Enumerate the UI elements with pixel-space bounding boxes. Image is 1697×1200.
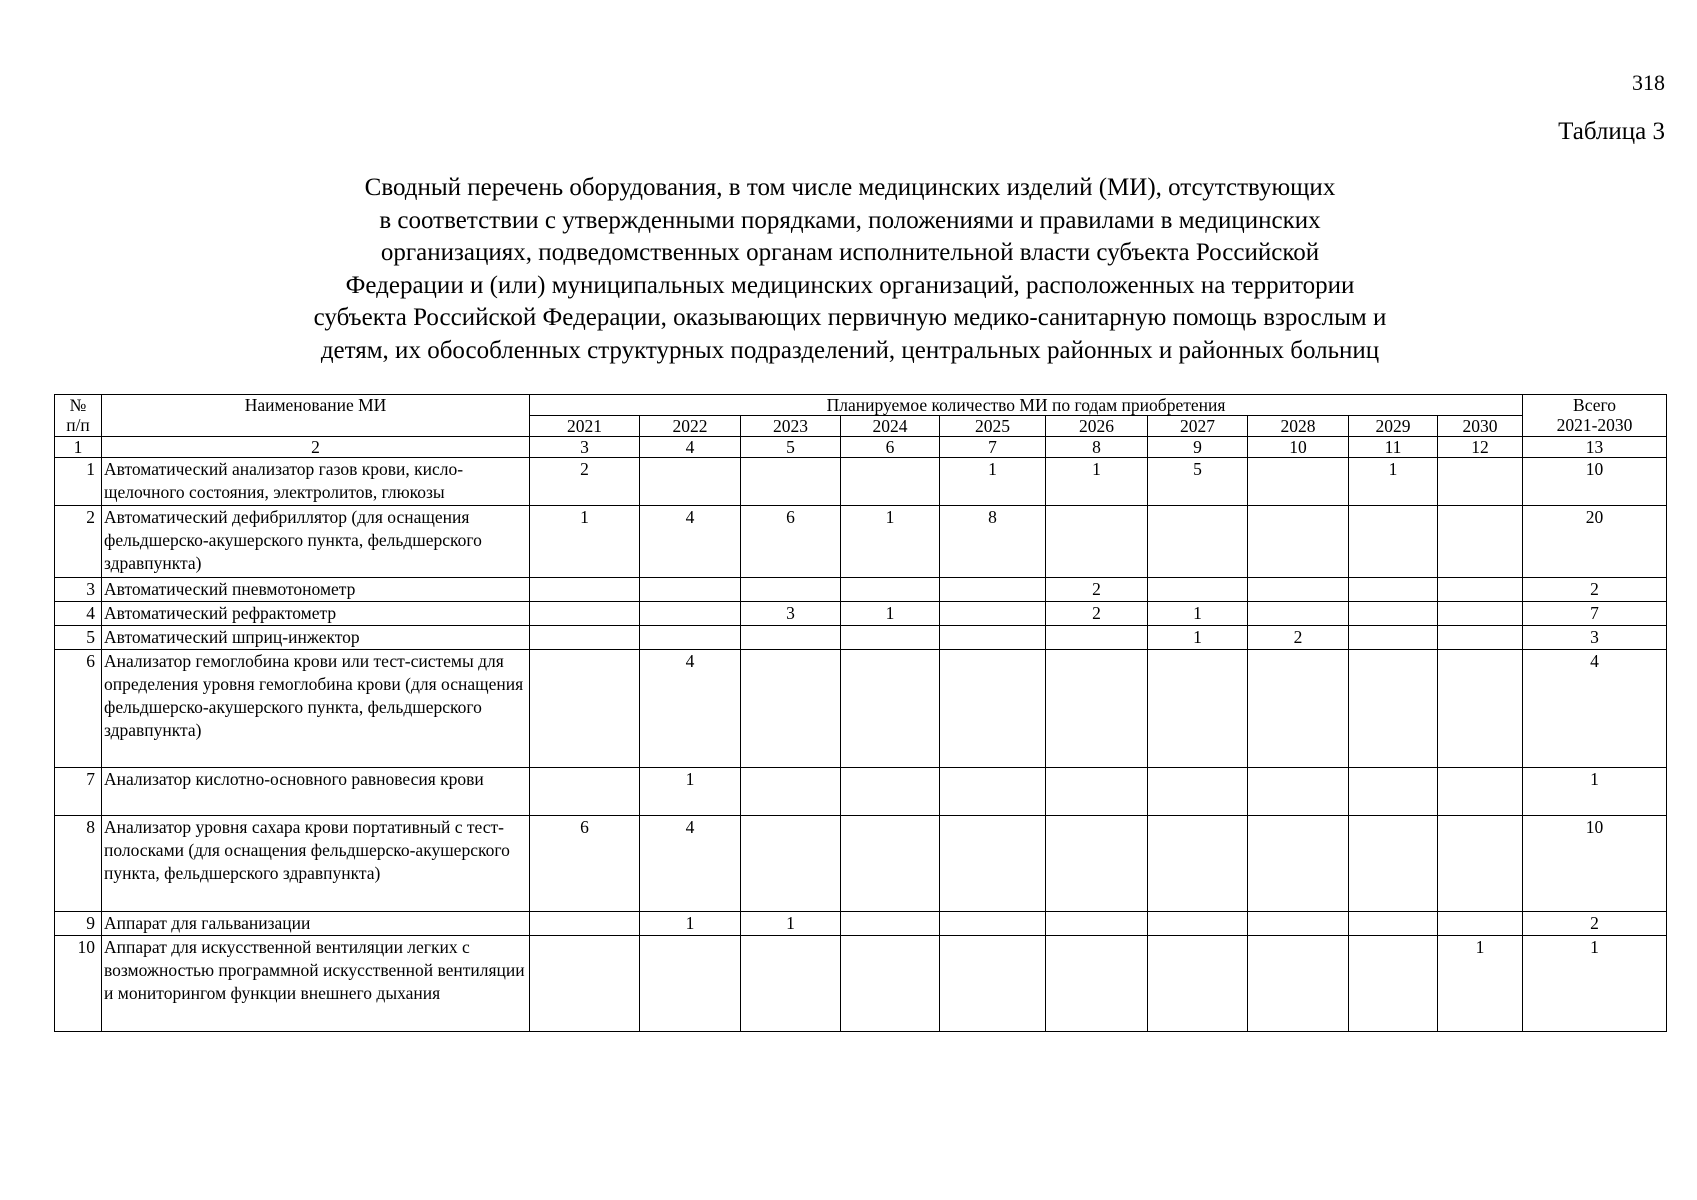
year-value [1148, 578, 1248, 602]
year-value [530, 912, 640, 936]
year-value [1349, 816, 1438, 912]
year-value [640, 602, 741, 626]
row-number: 4 [55, 602, 102, 626]
column-number: 12 [1438, 437, 1523, 458]
year-value [1349, 602, 1438, 626]
year-value [530, 626, 640, 650]
header-year: 2027 [1148, 416, 1248, 437]
year-value: 1 [1148, 626, 1248, 650]
year-value [1248, 936, 1349, 1032]
title-line: в соответствии с утвержденными порядками, положениями и правилами в медицинских [379, 206, 1321, 234]
year-value [841, 816, 940, 912]
year-value [741, 458, 841, 506]
row-number: 9 [55, 912, 102, 936]
header-total [1523, 395, 1667, 437]
year-value [530, 936, 640, 1032]
year-value: 5 [1148, 458, 1248, 506]
year-value [940, 602, 1046, 626]
header-no-line1: № [69, 395, 87, 415]
table-row [55, 912, 1667, 936]
item-name: Автоматический анализатор газов крови, кисло-щелочного состояния, электролитов, глюкозы [102, 458, 530, 506]
year-value: 1 [940, 458, 1046, 506]
header-year: 2028 [1248, 416, 1349, 437]
year-value: 4 [640, 816, 741, 912]
column-number: 1 [55, 437, 102, 458]
year-value [1046, 816, 1148, 912]
year-value [1046, 912, 1148, 936]
year-value: 1 [640, 912, 741, 936]
total-value: 20 [1523, 506, 1667, 578]
table-row [55, 936, 1667, 1032]
year-value [741, 768, 841, 816]
item-name: Автоматический шприц-инжектор [102, 626, 530, 650]
year-value [1046, 936, 1148, 1032]
row-number: 8 [55, 816, 102, 912]
year-value [940, 816, 1046, 912]
year-value [1148, 768, 1248, 816]
year-value [940, 768, 1046, 816]
year-value [1349, 578, 1438, 602]
year-value: 3 [741, 602, 841, 626]
year-value [640, 578, 741, 602]
row-number: 5 [55, 626, 102, 650]
header-total-line1: Всего [1573, 395, 1616, 415]
title-line: детям, их обособленных структурных подразделений, центральных районных и районных больниц [320, 336, 1380, 364]
column-number: 5 [741, 437, 841, 458]
year-value [1046, 506, 1148, 578]
table-row [55, 768, 1667, 816]
year-value [1248, 816, 1349, 912]
total-value: 10 [1523, 458, 1667, 506]
item-name: Автоматический пневмотонометр [102, 578, 530, 602]
title-line: Федерации и (или) муниципальных медицинских организаций, расположенных на территории [345, 271, 1355, 299]
year-value [640, 936, 741, 1032]
row-number: 1 [55, 458, 102, 506]
year-value [1438, 626, 1523, 650]
equipment-table [54, 394, 1667, 1032]
year-value [940, 578, 1046, 602]
year-value [741, 626, 841, 650]
year-value [1148, 506, 1248, 578]
column-number: 8 [1046, 437, 1148, 458]
header-row [55, 395, 1667, 416]
header-year: 2025 [940, 416, 1046, 437]
year-value [1438, 602, 1523, 626]
year-value: 6 [741, 506, 841, 578]
year-value [530, 578, 640, 602]
total-value: 3 [1523, 626, 1667, 650]
total-value: 4 [1523, 650, 1667, 768]
column-number: 9 [1148, 437, 1248, 458]
year-value [1248, 912, 1349, 936]
year-value [1438, 816, 1523, 912]
table-row [55, 578, 1667, 602]
column-number: 13 [1523, 437, 1667, 458]
item-name: Аппарат для гальванизации [102, 912, 530, 936]
item-name: Анализатор уровня сахара крови портативный с тест-полосками (для оснащения фельдшерско-акушерского пункта, фельдшерского здравпункта) [102, 816, 530, 912]
row-number: 3 [55, 578, 102, 602]
table-row [55, 506, 1667, 578]
table-body [55, 437, 1667, 1032]
year-value: 4 [640, 506, 741, 578]
item-name: Аппарат для искусственной вентиляции легких с возможностью программной искусственной вентиляции и мониторингом функции внешнего дыхания [102, 936, 530, 1032]
total-value: 1 [1523, 936, 1667, 1032]
header-name: Наименование МИ [102, 395, 530, 437]
year-value [841, 578, 940, 602]
year-value [841, 768, 940, 816]
row-number: 7 [55, 768, 102, 816]
item-name: Анализатор гемоглобина крови или тест-системы для определения уровня гемоглобина крови (для оснащения фельдшерско-акушерского пункта, фельдшерского здравпункта) [102, 650, 530, 768]
year-value [1438, 650, 1523, 768]
year-value [1438, 912, 1523, 936]
header-no-line2: п/п [66, 415, 90, 435]
table-header [55, 395, 1667, 437]
item-name: Автоматический рефрактометр [102, 602, 530, 626]
year-value: 1 [530, 506, 640, 578]
year-value [1349, 650, 1438, 768]
year-value: 1 [1148, 602, 1248, 626]
header-planned: Планируемое количество МИ по годам приобретения [530, 395, 1523, 416]
year-value [841, 650, 940, 768]
year-value: 1 [1349, 458, 1438, 506]
year-value [841, 626, 940, 650]
total-value: 1 [1523, 768, 1667, 816]
year-value [530, 768, 640, 816]
year-value [1148, 650, 1248, 768]
year-value [1148, 936, 1248, 1032]
year-value: 8 [940, 506, 1046, 578]
year-value [1248, 578, 1349, 602]
column-number: 2 [102, 437, 530, 458]
year-value [741, 578, 841, 602]
year-value: 2 [1248, 626, 1349, 650]
year-value [841, 458, 940, 506]
year-value: 1 [841, 506, 940, 578]
header-year: 2029 [1349, 416, 1438, 437]
year-value [1248, 650, 1349, 768]
year-value [741, 816, 841, 912]
year-value [1438, 506, 1523, 578]
year-value [741, 936, 841, 1032]
year-value [741, 650, 841, 768]
column-number: 10 [1248, 437, 1349, 458]
year-value [1046, 626, 1148, 650]
header-year: 2022 [640, 416, 741, 437]
year-value [841, 912, 940, 936]
total-value: 10 [1523, 816, 1667, 912]
column-number: 11 [1349, 437, 1438, 458]
item-name: Автоматический дефибриллятор (для оснащения фельдшерско-акушерского пункта, фельдшерского здравпункта) [102, 506, 530, 578]
year-value: 1 [1438, 936, 1523, 1032]
title-line: субъекта Российской Федерации, оказывающих первичную медико-санитарную помощь взрослым и [313, 304, 1387, 331]
year-value [640, 626, 741, 650]
year-value [1438, 768, 1523, 816]
year-value [1248, 458, 1349, 506]
year-value [1349, 936, 1438, 1032]
item-name: Анализатор кислотно-основного равновесия крови [102, 768, 530, 816]
year-value [1148, 816, 1248, 912]
year-value: 1 [841, 602, 940, 626]
year-value [1248, 506, 1349, 578]
year-value [530, 602, 640, 626]
year-value: 1 [640, 768, 741, 816]
header-year: 2026 [1046, 416, 1148, 437]
table-row [55, 602, 1667, 626]
row-number: 2 [55, 506, 102, 578]
year-value [1148, 912, 1248, 936]
year-value: 2 [1046, 602, 1148, 626]
year-value [1248, 768, 1349, 816]
year-value [530, 650, 640, 768]
document-title [180, 172, 1520, 367]
column-number: 3 [530, 437, 640, 458]
year-value [1349, 768, 1438, 816]
row-number: 10 [55, 936, 102, 1032]
header-total-line2: 2021-2030 [1556, 415, 1633, 435]
year-value [1349, 912, 1438, 936]
column-number: 4 [640, 437, 741, 458]
table-row [55, 650, 1667, 768]
title-line: организациях, подведомственных органам исполнительной власти субъекта Российской [380, 239, 1320, 266]
column-number-row [55, 437, 1667, 458]
header-no [55, 395, 102, 437]
table-row [55, 626, 1667, 650]
year-value [940, 650, 1046, 768]
total-value: 2 [1523, 578, 1667, 602]
year-value: 1 [1046, 458, 1148, 506]
year-value: 1 [741, 912, 841, 936]
year-value [940, 912, 1046, 936]
table-label: Таблица 3 [1558, 118, 1665, 145]
row-number: 6 [55, 650, 102, 768]
table-row [55, 458, 1667, 506]
table-row [55, 816, 1667, 912]
year-value [1438, 458, 1523, 506]
header-year: 2023 [741, 416, 841, 437]
header-year: 2024 [841, 416, 940, 437]
column-number: 6 [841, 437, 940, 458]
total-value: 7 [1523, 602, 1667, 626]
page-number: 318 [1632, 70, 1665, 95]
year-value [940, 626, 1046, 650]
year-value [1046, 650, 1148, 768]
year-value: 6 [530, 816, 640, 912]
column-number: 7 [940, 437, 1046, 458]
year-value [940, 936, 1046, 1032]
year-value [841, 936, 940, 1032]
year-value [1438, 578, 1523, 602]
year-value [1349, 626, 1438, 650]
header-year: 2021 [530, 416, 640, 437]
year-value [1248, 602, 1349, 626]
header-year: 2030 [1438, 416, 1523, 437]
year-value [1349, 506, 1438, 578]
year-value: 2 [530, 458, 640, 506]
total-value: 2 [1523, 912, 1667, 936]
year-value [640, 458, 741, 506]
title-line: Сводный перечень оборудования, в том числе медицинских изделий (МИ), отсутствующих [364, 174, 1336, 201]
year-value: 4 [640, 650, 741, 768]
year-value: 2 [1046, 578, 1148, 602]
year-value [1046, 768, 1148, 816]
